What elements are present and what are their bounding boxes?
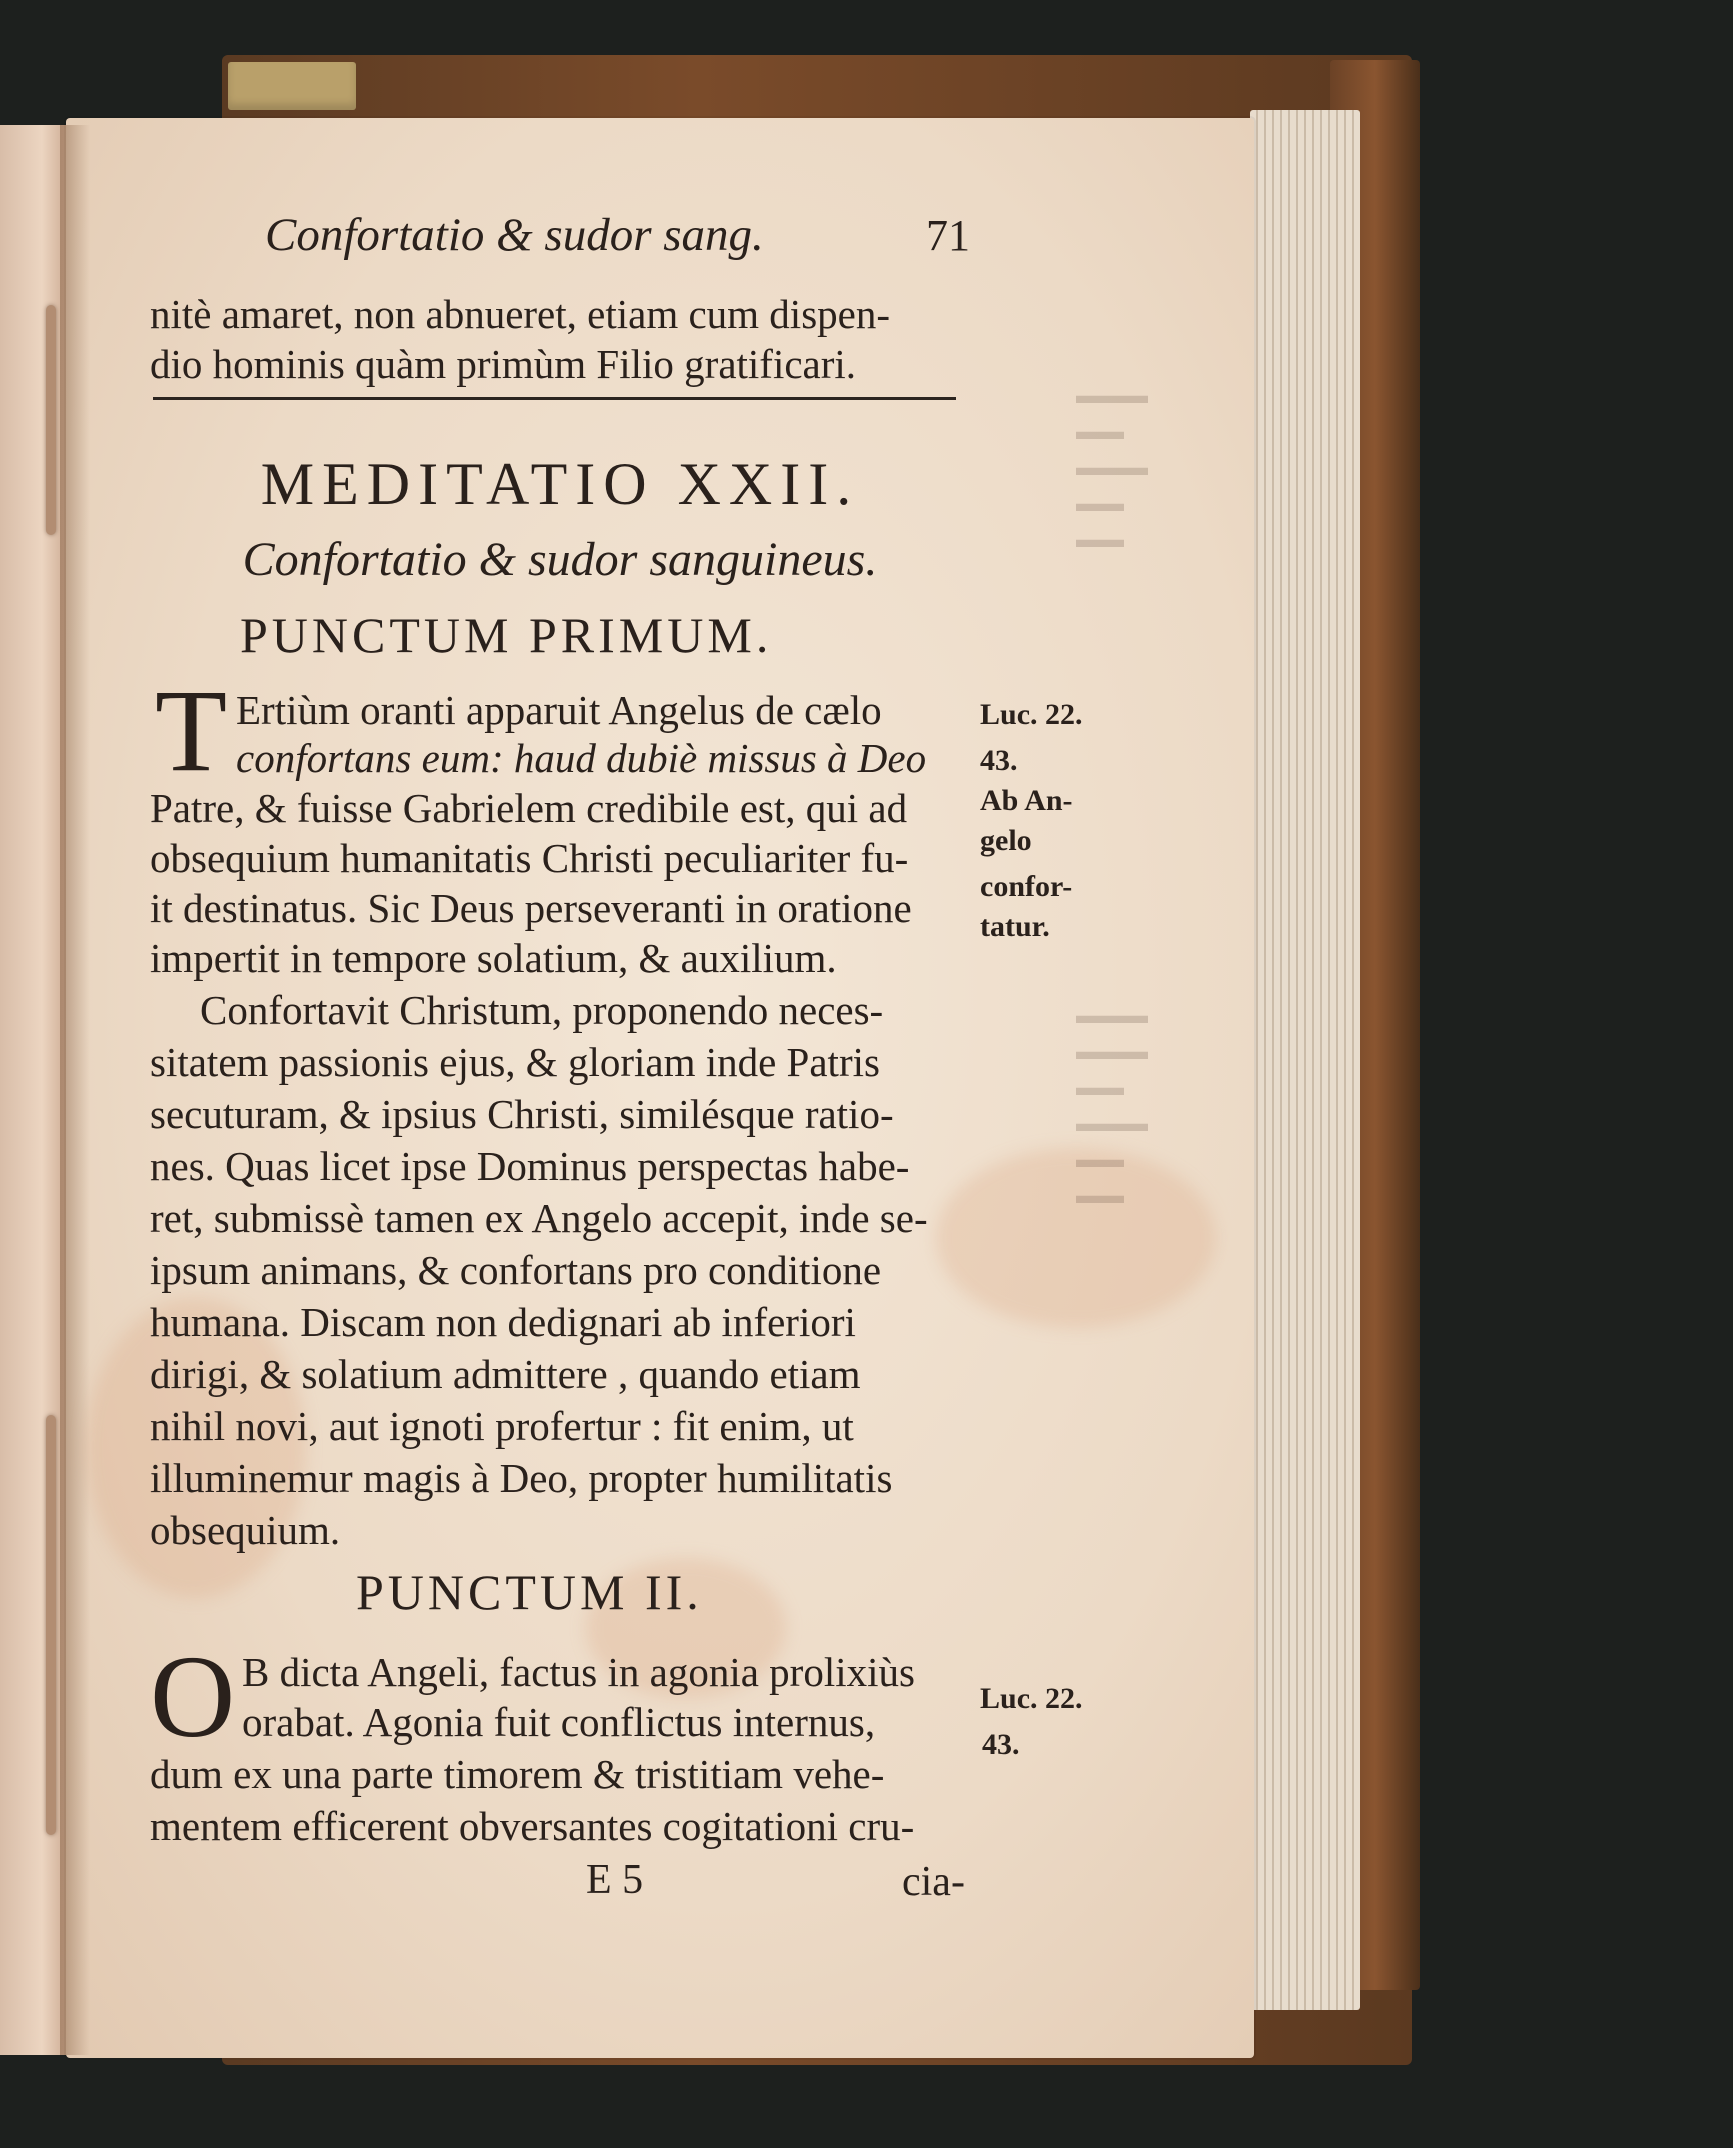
binding-stitch [46,305,56,535]
text-line: Confortavit Christum, proponendo neces- [200,987,884,1033]
bleed-through-text: ▬▬▬ ▬▬ ▬▬▬ ▬▬ ▬▬ [1076,383,1148,553]
meditation-title: MEDITATIO XXII. [260,451,860,517]
running-title: Confortatio & sudor sang. [265,209,764,261]
text-line: nihil novi, aut ignoti profertur : fit enim, ut [150,1403,854,1449]
margin-note: Luc. 22. [980,1682,1083,1715]
text-line: dum ex una parte timorem & tristitiam vehe- [150,1751,885,1797]
margin-note: 43. [982,1728,1020,1761]
text-line: sitatem passionis ejus, & gloriam inde Patris [150,1039,880,1085]
text-line: impertit in tempore solatium, & auxilium. [150,935,837,981]
running-header [265,208,970,278]
text-line: ipsum animans, & confortans pro conditione [150,1247,882,1293]
margin-note: confor- [980,870,1073,903]
margin-note: gelo [980,824,1032,857]
margin-note: 43. [980,744,1018,777]
text-line: ret, submissè tamen ex Angelo accepit, inde se- [150,1195,928,1241]
bookmark-ribbon [228,62,356,110]
text-line: dio hominis quàm primùm Filio gratificari. [150,341,857,387]
bleed-through-text: ▬▬▬ ▬▬▬ ▬▬ ▬▬▬ ▬▬ ▬▬ [1076,1003,1148,1209]
text-line: orabat. Agonia fuit conflictus internus, [242,1699,876,1745]
text-line: Patre, & fuisse Gabrielem credibile est, qui ad [150,785,908,831]
text-line: B dicta Angeli, factus in agonia prolixiùs [242,1649,915,1695]
page-number: 71 [926,211,970,260]
text-line: it destinatus. Sic Deus perseveranti in oratione [150,885,912,931]
margin-note: tatur. [980,910,1050,943]
text-line: secuturam, & ipsius Christi, similésque ratio- [150,1091,894,1137]
drop-cap: O [150,1631,236,1762]
section-rule [153,397,956,400]
margin-note: Luc. 22. [980,698,1083,731]
page-gutter-shadow [60,125,90,2055]
binding-stitch [46,1415,56,1835]
text-line: nes. Quas licet ipse Dominus perspectas habe- [150,1143,910,1189]
signature-mark: E 5 [586,1857,644,1903]
drop-cap: T [155,665,228,796]
text-line: illuminemur magis à Deo, propter humilitatis [150,1455,893,1501]
page-stack-edge [1250,110,1360,2010]
text-line: obsequium humanitatis Christi peculiariter fu- [150,835,909,881]
text-line: obsequium. [150,1507,341,1553]
text-line: dirigi, & solatium admittere , quando etiam [150,1351,861,1397]
punctum-primum-title: PUNCTUM PRIMUM. [240,607,773,663]
text-line: Ertiùm oranti apparuit Angelus de cælo [236,687,882,733]
catchword: cia- [902,1859,965,1905]
text-line: nitè amaret, non abnueret, etiam cum dispen- [150,291,891,337]
text-line: mentem efficerent obversantes cogitationi cru- [150,1803,915,1849]
meditation-subtitle: Confortatio & sudor sanguineus. [242,533,878,586]
text-line: humana. Discam non dedignari ab inferiori [150,1299,856,1345]
margin-note: Ab An- [980,784,1073,817]
punctum-ii-title: PUNCTUM II. [356,1564,703,1620]
text-line: confortans eum: haud dubiè missus à Deo [236,735,927,781]
